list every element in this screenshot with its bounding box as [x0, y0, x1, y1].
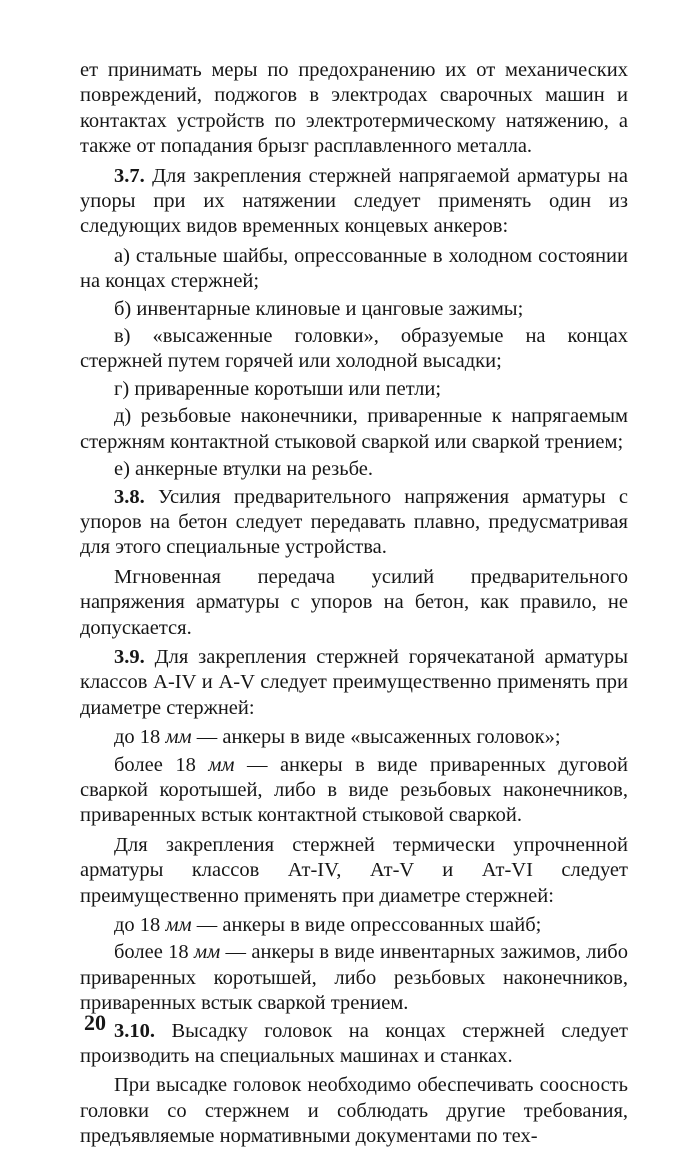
list-item-v [80, 324, 628, 375]
diameter-item [80, 753, 628, 829]
list-item-text: е) анкерные втулки на резьбе. [114, 458, 374, 481]
clause-number: 3.10. [114, 1019, 155, 1042]
diameter-text: — анкеры в виде «высаженных головок»; [191, 726, 561, 749]
diameter-prefix: более 18 [114, 941, 195, 964]
list-item-e [80, 457, 628, 482]
diameter-text: — анкеры в виде опрессованных шайб; [191, 914, 542, 936]
diameter-prefix: до 18 [114, 914, 166, 936]
paragraph [80, 565, 628, 641]
list-item-text: г) приваренные коротыши или петли; [114, 377, 442, 400]
paragraph-text: ет принимать меры по предохранению их от механических повреждений, поджогов в электродах сварочных машин и контактах устройств по электротермическому натяжению, а также от попадания брызг расплавленного металла. [80, 59, 628, 158]
clause-number: 3.8. [114, 485, 145, 508]
list-item-b [80, 297, 628, 322]
clause-3-10 [80, 1019, 628, 1070]
unit-mm: мм [165, 726, 192, 749]
list-item-text: а) стальные шайбы, опрессованные в холодном состоянии на концах стержней; [80, 244, 628, 293]
paragraph [80, 833, 628, 909]
diameter-prefix: более 18 [114, 753, 209, 776]
clause-3-8 [80, 485, 628, 561]
list-item-text: б) инвентарные клиновые и цанговые зажимы; [114, 297, 524, 320]
paragraph-text: Высадку головок на концах стержней следует производить на специальных машинах и станках. [80, 1019, 628, 1068]
clause-number: 3.9. [114, 645, 145, 668]
paragraph-text: При высадке головок необходимо обеспечивать соосность головки со стержнем и соблюдать другие требования, предъявляемые нормативными документами по тех- [80, 1074, 628, 1148]
diameter-item [80, 940, 628, 1016]
page-text [80, 58, 628, 1154]
list-item-d [80, 404, 628, 455]
paragraph-text: Для закрепления стержней термически упрочненной арматуры классов Ат-IV, Ат-V и Ат-VI следует преимущественно применять при диаметре стержней: [80, 833, 628, 907]
list-item-a [80, 244, 628, 295]
diameter-item [80, 725, 628, 750]
paragraph-text: Мгновенная передача усилий предварительного напряжения арматуры с упоров на бетон, как правило, не допускается. [80, 565, 628, 639]
paragraph [80, 1073, 628, 1149]
clause-3-9 [80, 645, 628, 721]
unit-mm: мм [165, 914, 192, 936]
unit-mm: мм [194, 941, 221, 964]
paragraph-text: Для закрепления стержней напрягаемой арматуры на упоры при их натяжении следует применять один из следующих видов временных концевых анкеров: [80, 164, 628, 238]
clause-3-7 [80, 164, 628, 240]
clause-number: 3.7. [114, 164, 145, 187]
paragraph-continuation [80, 58, 628, 160]
diameter-text: — анкеры в виде приваренных дуговой сваркой коротышей, либо в виде резьбовых наконечников, приваренных встык контактной стыковой сваркой. [80, 753, 628, 827]
paragraph-text: Для закрепления стержней горячекатаной арматуры классов А-IV и А-V следует преимущественно применять при диаметре стержней: [80, 645, 628, 719]
diameter-item [80, 913, 628, 938]
diameter-text: — анкеры в виде инвентарных зажимов, либо приваренных коротышей, либо резьбовых наконечников, приваренных встык сваркой трением. [80, 941, 628, 1015]
paragraph-text: Усилия предварительного напряжения арматуры с упоров на бетон следует передавать плавно, предусматривая для этого специальные устройства. [80, 485, 628, 559]
list-item-g [80, 377, 628, 402]
list-item-text: д) резьбовые наконечники, приваренные к напрягаемым стержням контактной стыковой сваркой или сваркой трением; [80, 405, 628, 453]
list-item-text: в) «высаженные головки», образуемые на концах стержней путем горячей или холодной высадки; [80, 325, 628, 373]
diameter-prefix: до 18 [114, 726, 166, 749]
page-number: 20 [84, 1010, 106, 1035]
unit-mm: мм [208, 753, 235, 776]
